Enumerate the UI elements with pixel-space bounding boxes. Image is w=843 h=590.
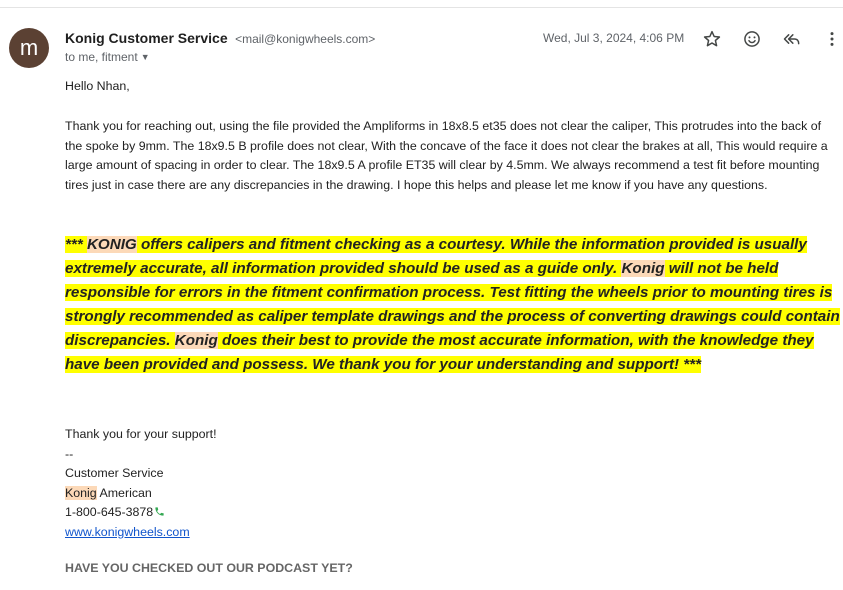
- disclaimer-text: will not be held responsible for errors in the fitment confirmation process. Test fitting the wheels prior to mounting tires is strongly recommended as caliper template drawings and the process of converting drawings could contain discrepancies.: [65, 260, 840, 349]
- recipients-text: to me, fitment: [65, 50, 138, 64]
- disclaimer-text: offers calipers and fitment checking as a courtesy. While the information provided is usually extremely accurate, all information provided should be used as a guide only.: [65, 236, 807, 277]
- reply-all-icon[interactable]: [782, 29, 802, 49]
- sender-name[interactable]: Konig Customer Service: [65, 30, 228, 46]
- signature: [65, 425, 217, 542]
- email-body: [65, 78, 840, 192]
- message-paragraph: Thank you for reaching out, using the file provided the Ampliforms in 18x8.5 et35 does not clear the caliper, This protrudes into the back of the spoke by 9mm. The 18x9.5 B profile does not clear, With the concave of the face it does not clear the brakes at all, This would require a large amount of spacing in order to clear. The 18x9.5 A profile ET35 will clear by 4.5mm. We always recommend a test fit before mounting tires just in case there are any discrepancies in the drawing. I hope this helps and please let me know if you have any questions.: [65, 119, 828, 192]
- disclaimer-text: does their best to provide the most accurate information, with the knowledge they have been provided and possess. We thank you for your understanding and support! ***: [65, 332, 814, 373]
- sign-off: Thank you for your support!: [65, 427, 217, 441]
- keyword-highlight: Konig: [174, 332, 218, 349]
- signature-company: [65, 484, 217, 504]
- emoji-icon[interactable]: [742, 29, 762, 49]
- signature-dashes: --: [65, 446, 74, 461]
- signature-department: Customer Service: [65, 466, 164, 480]
- disclaimer-text: ***: [65, 236, 87, 253]
- more-vert-icon[interactable]: [822, 29, 842, 49]
- disclaimer: [65, 233, 840, 377]
- sender-avatar[interactable]: m: [9, 28, 49, 68]
- company-name-rest: American: [96, 485, 152, 500]
- header-divider: [0, 7, 843, 8]
- sender-line: [65, 30, 375, 48]
- star-icon[interactable]: [702, 29, 722, 49]
- keyword-highlight: Konig: [621, 260, 665, 277]
- keyword-highlight: KONIG: [86, 236, 137, 253]
- signature-phone: [65, 503, 217, 523]
- email-date: Wed, Jul 3, 2024, 4:06 PM: [543, 31, 685, 45]
- greeting: Hello Nhan,: [65, 79, 130, 93]
- phone-icon[interactable]: [154, 504, 165, 515]
- website-link[interactable]: www.konigwheels.com: [65, 524, 190, 539]
- podcast-heading: HAVE YOU CHECKED OUT OUR PODCAST YET?: [65, 561, 353, 575]
- keyword-highlight: Konig: [65, 485, 97, 500]
- phone-number[interactable]: 1-800-645-3878: [65, 505, 154, 519]
- chevron-down-icon[interactable]: ▼: [140, 52, 150, 62]
- sender-email: <mail@konigwheels.com>: [235, 32, 376, 46]
- recipients-toggle[interactable]: [65, 50, 150, 64]
